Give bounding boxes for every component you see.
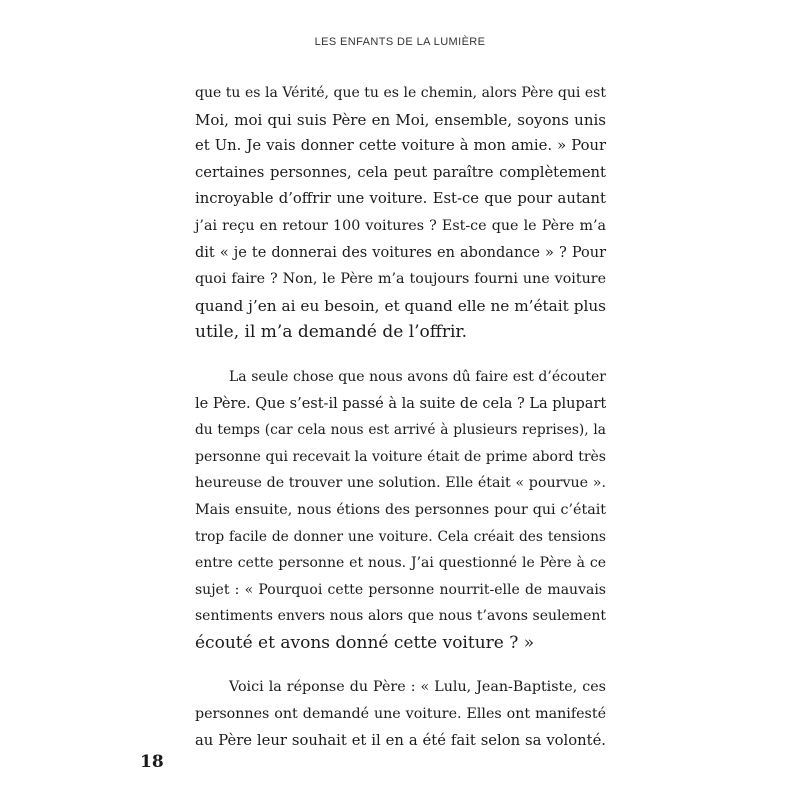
text-line: du temps (car cela nous est arrivé à plusieurs reprises), la bbox=[195, 422, 606, 439]
text-line: sujet : « Pourquoi cette personne nourrit-elle de mauvais bbox=[195, 581, 606, 598]
text-line: quand j’en ai eu besoin, et quand elle ne m’était plus bbox=[195, 296, 606, 315]
text-line: au Père leur souhait et il en a été fait selon sa volonté. bbox=[195, 731, 606, 749]
text-line: Voici la réponse du Père : « Lulu, Jean-Baptiste, ces bbox=[229, 679, 606, 696]
text-line: dit « je te donnerai des voitures en abondance » ? Pour bbox=[195, 244, 606, 261]
paragraph-3 bbox=[195, 674, 606, 754]
text-line: certaines personnes, cela peut paraître complètement bbox=[195, 163, 606, 181]
text-line: La seule chose que nous avons dû faire est d’écouter bbox=[229, 368, 606, 385]
text-line: sentiments envers nous alors que nous t’avons seulement bbox=[195, 608, 606, 625]
text-line: personnes ont demandé une voiture. Elles ont manifesté bbox=[195, 706, 606, 723]
text-line: Moi, moi qui suis Père en Moi, ensemble, soyons unis bbox=[195, 110, 606, 129]
paragraph-2 bbox=[195, 364, 606, 657]
text-line: incroyable d’offrir une voiture. Est-ce que pour autant bbox=[195, 190, 606, 208]
text-line: utile, il m’a demandé de l’offrir. bbox=[195, 322, 468, 343]
text-line: trop facile de donner une voiture. Cela créait des tensions bbox=[195, 528, 606, 545]
text-line: et Un. Je vais donner cette voiture à mon amie. » Pour bbox=[195, 137, 606, 155]
text-line: que tu es la Vérité, que tu es le chemin, alors Père qui est bbox=[195, 85, 606, 101]
page-number: 18 bbox=[140, 752, 164, 772]
running-head: LES ENFANTS DE LA LUMIÈRE bbox=[314, 36, 486, 48]
paragraph-1 bbox=[195, 80, 606, 346]
body-text bbox=[195, 80, 606, 754]
text-line: écouté et avons donné cette voiture ? » bbox=[195, 632, 535, 653]
text-line: personne qui recevait la voiture était de prime abord très bbox=[195, 448, 606, 465]
text-line: Mais ensuite, nous étions des personnes pour qui c’était bbox=[195, 501, 606, 518]
text-line: heureuse de trouver une solution. Elle était « pourvue ». bbox=[195, 475, 606, 492]
text-line: j’ai reçu en retour 100 voitures ? Est-ce que le Père m’a bbox=[195, 217, 606, 234]
text-line: quoi faire ? Non, le Père m’a toujours fourni une voiture bbox=[195, 271, 606, 288]
text-line: entre cette personne et nous. J’ai questionné le Père à ce bbox=[195, 555, 606, 572]
text-line: le Père. Que s’est-il passé à la suite de cela ? La plupart bbox=[195, 395, 607, 412]
